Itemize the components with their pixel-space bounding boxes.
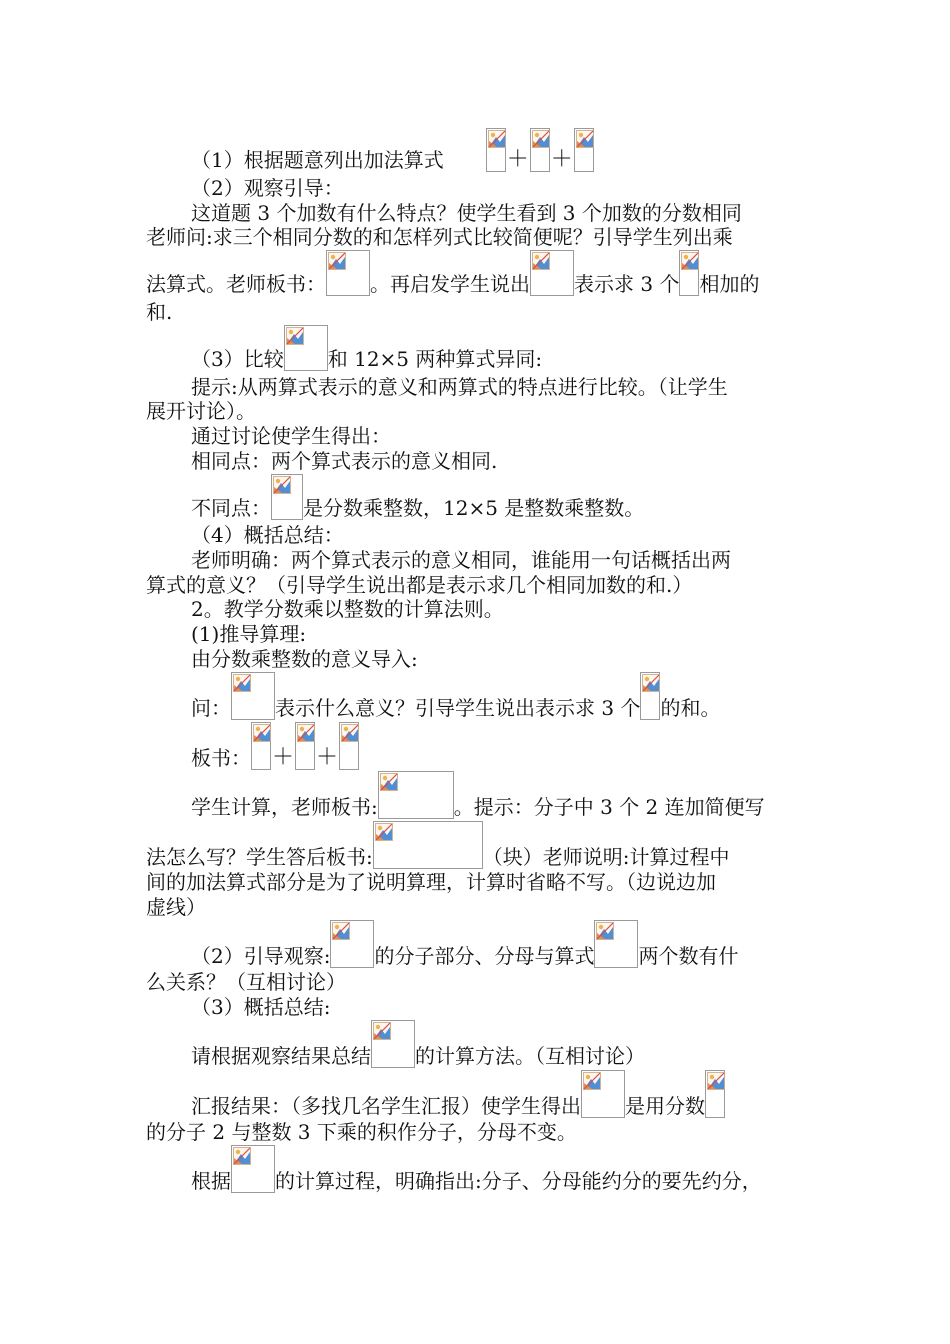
text-line [146, 573, 692, 597]
text-run: 2。教学分数乘以整数的计算法则。 [191, 597, 504, 621]
text-run: 这道题 3 个加数有什么特点？使学生看到 3 个加数的分数相同 [191, 201, 742, 225]
text-run: 问： [191, 696, 231, 720]
text-run: 的和。 [660, 696, 721, 720]
broken-image-placeholder [371, 1020, 415, 1068]
broken-image-icon [375, 823, 393, 841]
broken-image-placeholder [574, 128, 594, 172]
text-run: 和 12×5 两种算式异同: [327, 347, 543, 371]
broken-image-placeholder [705, 1070, 725, 1118]
text-run: 和. [146, 300, 173, 324]
broken-image-placeholder [594, 920, 638, 968]
text-run: 。再启发学生说出 [370, 272, 530, 296]
text-run: 是分数乘整数，12×5 是整数乘整数。 [303, 496, 645, 520]
text-run: 两个数有什 [638, 944, 739, 968]
text-line [146, 870, 716, 894]
text-run: （块）老师说明:计算过程中 [482, 845, 730, 869]
text-run: (1)推导算理: [191, 622, 307, 646]
broken-image-icon [642, 674, 660, 692]
text-line [146, 300, 172, 324]
broken-image-icon [273, 476, 291, 494]
text-line [191, 1020, 645, 1068]
text-run: 相加的 [699, 272, 760, 296]
text-line [191, 647, 418, 671]
broken-image-icon [681, 252, 699, 270]
text-run: （2）观察引导： [191, 176, 344, 200]
text-run: 表示求 3 个 [574, 272, 680, 296]
text-run: 老师问:求三个相同分数的和怎样列式比较简便呢？引导学生列出乘 [146, 225, 733, 249]
text-run: 的分子 2 与整数 3 下乘的积作分子，分母不变。 [146, 1120, 577, 1144]
text-run: 根据 [191, 1169, 231, 1193]
text-line [146, 225, 733, 249]
text-line [191, 920, 738, 968]
text-run: 汇报结果：（多找几名学生汇报）使学生得出 [191, 1094, 581, 1118]
broken-image-placeholder [326, 250, 370, 296]
broken-image-placeholder [339, 722, 359, 770]
text-run: 间的加法算式部分是为了说明算理，计算时省略不写。（边说边加 [146, 870, 716, 894]
text-line [146, 399, 256, 423]
text-line [146, 1120, 577, 1144]
text-run: 由分数乘整数的意义导入: [191, 647, 418, 671]
broken-image-placeholder [251, 722, 271, 770]
broken-image-placeholder [530, 128, 550, 172]
plus-sign: ＋ [506, 147, 529, 172]
text-run: 表示什么意义？引导学生说出表示求 3 个 [275, 696, 641, 720]
broken-image-icon [253, 724, 271, 742]
broken-image-icon [583, 1072, 601, 1090]
text-line [191, 128, 594, 172]
broken-image-icon [297, 724, 315, 742]
text-line [191, 622, 306, 646]
broken-image-placeholder [378, 771, 454, 819]
text-run: 是用分数 [625, 1094, 705, 1118]
text-line [191, 1070, 725, 1118]
text-line [146, 250, 759, 296]
broken-image-placeholder [581, 1070, 625, 1118]
plus-sign: ＋ [272, 745, 295, 770]
text-run: 的计算方法。（互相讨论） [415, 1044, 645, 1068]
text-line [191, 597, 504, 621]
text-line [191, 722, 359, 770]
text-run: 学生计算，老师板书: [191, 795, 378, 819]
text-run: 虚线） [146, 895, 206, 919]
text-run: 通过讨论使学生得出： [191, 424, 391, 448]
text-run: （1）根据题意列出加法算式 [191, 148, 444, 172]
broken-image-placeholder [295, 722, 315, 770]
text-line [191, 325, 542, 371]
plus-sign: ＋ [550, 147, 573, 172]
text-run: 的分子部分、分母与算式 [374, 944, 595, 968]
broken-image-icon [233, 674, 251, 692]
text-line [191, 771, 765, 819]
text-run: 不同点： [191, 496, 271, 520]
broken-image-placeholder [373, 821, 483, 869]
broken-image-placeholder [271, 474, 303, 520]
broken-image-icon [707, 1072, 725, 1090]
broken-image-icon [380, 773, 398, 791]
broken-image-placeholder [486, 128, 506, 172]
text-run: 板书： [191, 746, 251, 770]
text-line [191, 474, 644, 520]
broken-image-icon [373, 1022, 391, 1040]
text-line [146, 895, 206, 919]
text-line [191, 375, 728, 399]
text-line [191, 548, 731, 572]
text-run: 展开讨论）。 [146, 399, 256, 423]
text-run: 提示:从两算式表示的意义和两算式的特点进行比较。（让学生 [191, 375, 728, 399]
text-run: （3）比较 [191, 347, 284, 371]
text-run: 法怎么写？学生答后板书: [146, 845, 373, 869]
text-line [191, 1145, 762, 1193]
text-line [191, 449, 497, 473]
text-line [191, 523, 344, 547]
broken-image-icon [328, 252, 346, 270]
broken-image-placeholder [284, 325, 328, 371]
text-run: （4）概括总结： [191, 523, 344, 547]
broken-image-icon [233, 1147, 251, 1165]
text-run: 么关系？（互相讨论） [146, 970, 346, 994]
broken-image-placeholder [330, 920, 374, 968]
broken-image-icon [532, 252, 550, 270]
text-run: 算式的意义？（引导学生说出都是表示求几个相同加数的和.） [146, 573, 693, 597]
text-line [146, 821, 730, 869]
text-line [146, 970, 346, 994]
text-line [191, 201, 742, 225]
text-run: 。提示：分子中 3 个 2 连加简便写 [453, 795, 765, 819]
broken-image-icon [332, 922, 350, 940]
plus-sign: ＋ [316, 745, 339, 770]
broken-image-placeholder [640, 672, 660, 720]
broken-image-icon [576, 130, 594, 148]
text-line [191, 176, 344, 200]
broken-image-icon [596, 922, 614, 940]
broken-image-icon [341, 724, 359, 742]
broken-image-placeholder [231, 1145, 275, 1193]
text-run: 相同点：两个算式表示的意义相同. [191, 449, 498, 473]
text-run: 请根据观察结果总结 [191, 1044, 371, 1068]
broken-image-icon [488, 130, 506, 148]
text-line [191, 424, 391, 448]
broken-image-icon [532, 130, 550, 148]
text-run: 的计算过程，明确指出:分子、分母能约分的要先约分， [275, 1169, 762, 1193]
text-line [191, 995, 330, 1019]
broken-image-placeholder [231, 672, 275, 720]
text-run: （2）引导观察: [191, 944, 331, 968]
broken-image-icon [286, 327, 304, 345]
text-run: （3）概括总结: [191, 995, 331, 1019]
text-run: 法算式。老师板书： [146, 272, 326, 296]
text-run: 老师明确：两个算式表示的意义相同，谁能用一句话概括出两 [191, 548, 731, 572]
text-line [191, 672, 720, 720]
broken-image-placeholder [530, 250, 574, 296]
broken-image-placeholder [679, 250, 699, 296]
